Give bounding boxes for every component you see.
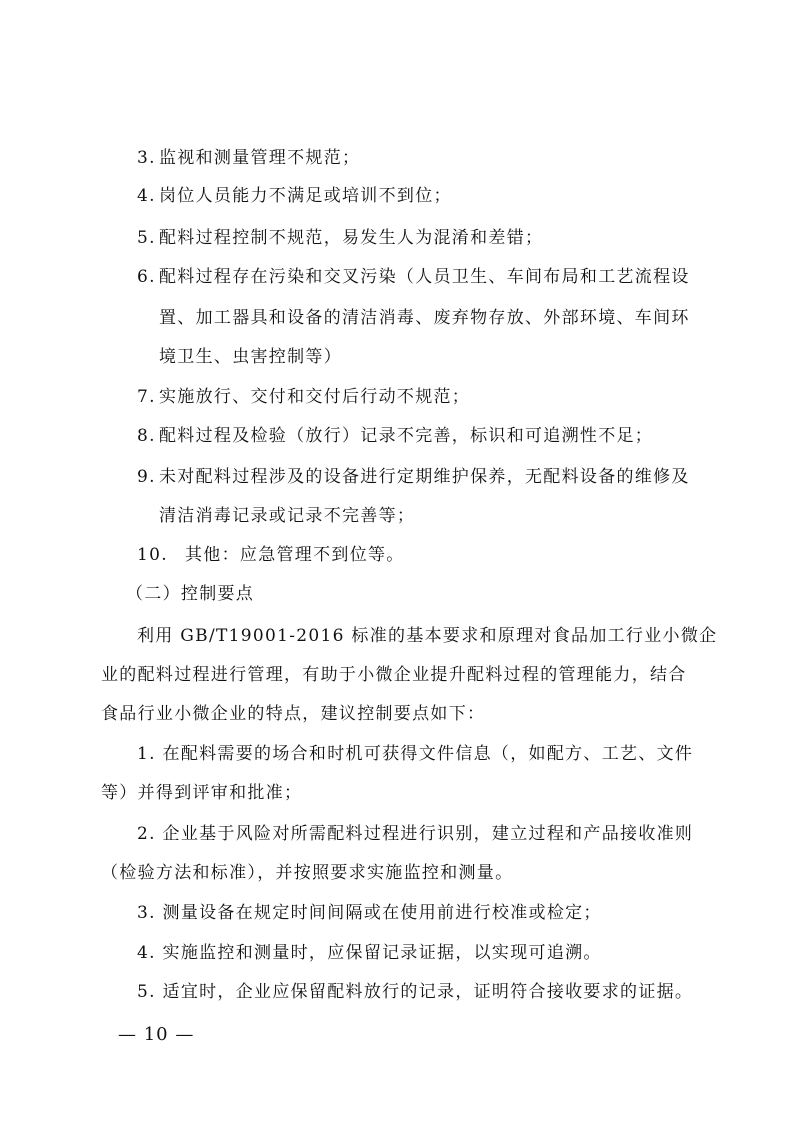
item-text: 监视和测量管理不规范； [159,148,361,168]
item-text: 配料过程控制不规范，易发生人为混淆和差错； [159,228,544,248]
point-line-1: 1. 在配料需要的场合和时机可获得文件信息（，如配方、工艺、文件 [137,744,694,764]
intro-line-1: 利用 GB/T19001-2016 标准的基本要求和原理对食品加工行业小微企 [137,626,718,646]
item-number: 9. [137,467,156,487]
item-text-line-2: 清洁消毒记录或记录不完善等； [159,506,416,526]
item-number: 4. [137,186,156,206]
item-number: 10. [137,545,168,565]
point-line-1: 2. 企业基于风险对所需配料过程进行识别，建立过程和产品接收准则 [137,824,694,844]
page-number: — 10 — [118,1024,195,1045]
point-text: 5. 适宜时，企业应保留配料放行的记录，证明符合接收要求的证据。 [137,982,694,1002]
intro-line-2: 业的配料过程进行管理，有助于小微企业提升配料过程的管理能力，结合 [101,665,687,685]
point-text: 4. 实施监控和测量时，应保留记录证据，以实现可追溯。 [137,943,602,963]
item-number: 5. [137,228,156,248]
item-number: 3. [137,148,156,168]
point-line-2: （检验方法和标准），并按照要求实施监控和测量。 [101,863,514,883]
item-text: 其他：应急管理不到位等。 [185,545,405,565]
item-text: 岗位人员能力不满足或培训不到位； [159,186,452,206]
item-text: 配料过程及检验（放行）记录不完善，标识和可追溯性不足； [159,426,654,446]
control-points-heading: （二）控制要点 [126,584,255,604]
item-text-line-3: 境卫生、虫害控制等） [159,347,342,367]
item-number: 6. [137,267,156,287]
item-text-line-2: 置、加工器具和设备的清洁消毒、废弃物存放、外部环境、车间环 [159,308,690,328]
item-text-line-1: 配料过程存在污染和交叉污染（人员卫生、车间布局和工艺流程设 [159,267,690,287]
item-text-line-1: 未对配料过程涉及的设备进行定期维护保养，无配料设备的维修及 [159,467,690,487]
intro-line-3: 食品行业小微企业的特点，建议控制要点如下： [101,704,486,724]
point-text: 3. 测量设备在规定时间间隔或在使用前进行校准或检定； [137,903,602,923]
item-number: 7. [137,387,156,407]
item-text: 实施放行、交付和交付后行动不规范； [159,387,471,407]
point-line-2: 等）并得到评审和批准； [101,783,303,803]
item-number: 8. [137,426,156,446]
